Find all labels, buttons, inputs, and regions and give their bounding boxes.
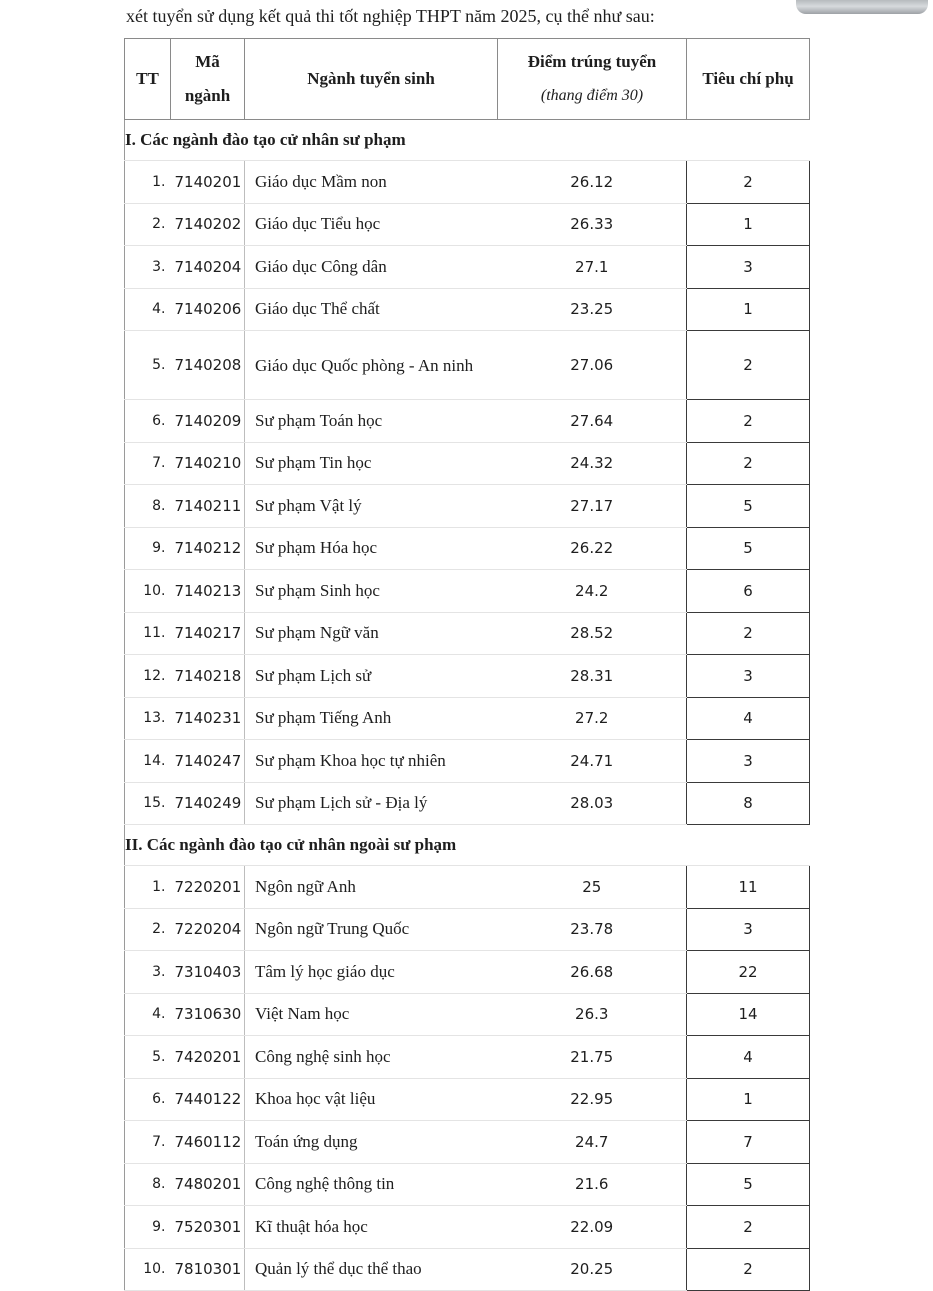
row-index: 1. [125,161,171,204]
header-score-line2: (thang điểm 30) [540,87,644,104]
major-code: 7480201 [171,1163,245,1206]
admission-score: 22.09 [498,1206,687,1249]
admission-score: 26.12 [498,161,687,204]
sub-criteria: 2 [687,1248,810,1291]
major-name: Giáo dục Thể chất [245,288,498,331]
table-row [125,782,810,825]
admission-score: 24.2 [498,570,687,613]
table-row [125,655,810,698]
major-code: 7220201 [171,866,245,909]
section-title-2: II. Các ngành đào tạo cử nhân ngoài sư phạm [125,825,810,866]
table-body [125,120,810,1291]
sub-criteria: 3 [687,740,810,783]
admission-score: 28.52 [498,612,687,655]
sub-criteria: 5 [687,527,810,570]
row-index: 11. [125,612,171,655]
major-name: Ngôn ngữ Anh [245,866,498,909]
major-code: 7520301 [171,1206,245,1249]
sub-criteria: 1 [687,288,810,331]
table-row [125,1078,810,1121]
table-row [125,612,810,655]
admission-score: 21.75 [498,1036,687,1079]
major-name: Sư phạm Sinh học [245,570,498,613]
table-row [125,246,810,289]
admission-score: 27.64 [498,400,687,443]
table-row [125,288,810,331]
major-code: 7140231 [171,697,245,740]
major-code: 7140213 [171,570,245,613]
row-index: 7. [125,442,171,485]
major-name: Tâm lý học giáo dục [245,951,498,994]
admission-score: 22.95 [498,1078,687,1121]
header-code-line2: ngành [184,86,231,105]
table-row [125,331,810,400]
admission-score: 24.71 [498,740,687,783]
row-index: 5. [125,1036,171,1079]
row-index: 13. [125,697,171,740]
major-code: 7140201 [171,161,245,204]
sub-criteria: 4 [687,697,810,740]
admission-score: 27.17 [498,485,687,528]
header-code [171,39,245,120]
header-score-line1: Điểm trúng tuyển [527,52,657,71]
major-name: Sư phạm Ngữ văn [245,612,498,655]
row-index: 10. [125,570,171,613]
major-code: 7140202 [171,203,245,246]
sub-criteria: 5 [687,485,810,528]
row-index: 3. [125,246,171,289]
major-name: Công nghệ thông tin [245,1163,498,1206]
major-code: 7140212 [171,527,245,570]
admission-score-table [124,38,810,1291]
major-name: Sư phạm Toán học [245,400,498,443]
major-name: Công nghệ sinh học [245,1036,498,1079]
row-index: 2. [125,908,171,951]
major-code: 7140218 [171,655,245,698]
table-row [125,1248,810,1291]
row-index: 8. [125,485,171,528]
table-row [125,697,810,740]
admission-score: 23.78 [498,908,687,951]
table-row [125,442,810,485]
admission-score: 24.32 [498,442,687,485]
row-index: 6. [125,400,171,443]
header-criteria: Tiêu chí phụ [687,39,810,120]
major-name: Sư phạm Hóa học [245,527,498,570]
major-name: Giáo dục Tiểu học [245,203,498,246]
major-name: Sư phạm Khoa học tự nhiên [245,740,498,783]
major-name: Sư phạm Vật lý [245,485,498,528]
sub-criteria: 14 [687,993,810,1036]
admission-score: 20.25 [498,1248,687,1291]
major-name: Sư phạm Lịch sử [245,655,498,698]
major-code: 7220204 [171,908,245,951]
table-row [125,951,810,994]
major-name: Toán ứng dụng [245,1121,498,1164]
table-header-row [125,39,810,120]
sub-criteria: 3 [687,655,810,698]
major-code: 7140249 [171,782,245,825]
major-name: Việt Nam học [245,993,498,1036]
major-code: 7140247 [171,740,245,783]
row-index: 9. [125,1206,171,1249]
sub-criteria: 2 [687,161,810,204]
major-code: 7310630 [171,993,245,1036]
row-index: 8. [125,1163,171,1206]
admission-score: 26.33 [498,203,687,246]
row-index: 7. [125,1121,171,1164]
major-code: 7420201 [171,1036,245,1079]
header-code-line1: Mã [195,52,220,71]
major-name: Sư phạm Lịch sử - Địa lý [245,782,498,825]
row-index: 4. [125,288,171,331]
admission-score: 26.3 [498,993,687,1036]
admission-score: 21.6 [498,1163,687,1206]
sub-criteria: 2 [687,1206,810,1249]
admission-score: 27.06 [498,331,687,400]
sub-criteria: 8 [687,782,810,825]
row-index: 10. [125,1248,171,1291]
table-row [125,908,810,951]
sub-criteria: 1 [687,1078,810,1121]
major-name: Giáo dục Công dân [245,246,498,289]
row-index: 3. [125,951,171,994]
row-index: 15. [125,782,171,825]
top-right-decoration [796,0,928,14]
row-index: 12. [125,655,171,698]
major-name: Giáo dục Quốc phòng - An ninh [245,331,498,400]
major-code: 7140208 [171,331,245,400]
row-index: 1. [125,866,171,909]
table-row [125,1036,810,1079]
major-code: 7140210 [171,442,245,485]
table-row [125,485,810,528]
table-row [125,161,810,204]
table-row [125,1163,810,1206]
sub-criteria: 2 [687,400,810,443]
sub-criteria: 11 [687,866,810,909]
section-row-2 [125,825,810,866]
major-code: 7460112 [171,1121,245,1164]
major-code: 7810301 [171,1248,245,1291]
table-row [125,866,810,909]
row-index: 9. [125,527,171,570]
sub-criteria: 5 [687,1163,810,1206]
major-name: Ngôn ngữ Trung Quốc [245,908,498,951]
admission-score: 27.2 [498,697,687,740]
major-name: Khoa học vật liệu [245,1078,498,1121]
major-code: 7310403 [171,951,245,994]
table-row [125,1121,810,1164]
major-name: Giáo dục Mầm non [245,161,498,204]
sub-criteria: 3 [687,246,810,289]
admission-score: 25 [498,866,687,909]
section-title-1: I. Các ngành đào tạo cử nhân sư phạm [125,120,810,161]
sub-criteria: 2 [687,442,810,485]
row-index: 2. [125,203,171,246]
admission-score: 26.22 [498,527,687,570]
sub-criteria: 7 [687,1121,810,1164]
section-row-1 [125,120,810,161]
table-row [125,1206,810,1249]
major-code: 7140217 [171,612,245,655]
row-index: 4. [125,993,171,1036]
row-index: 5. [125,331,171,400]
sub-criteria: 22 [687,951,810,994]
sub-criteria: 6 [687,570,810,613]
admission-score: 27.1 [498,246,687,289]
admission-score: 26.68 [498,951,687,994]
admission-score: 23.25 [498,288,687,331]
table-row [125,527,810,570]
major-name: Quản lý thể dục thể thao [245,1248,498,1291]
table-row [125,570,810,613]
sub-criteria: 3 [687,908,810,951]
major-code: 7140211 [171,485,245,528]
major-name: Sư phạm Tin học [245,442,498,485]
major-code: 7140209 [171,400,245,443]
major-name: Sư phạm Tiếng Anh [245,697,498,740]
sub-criteria: 4 [687,1036,810,1079]
table-row [125,203,810,246]
intro-text: xét tuyển sử dụng kết quả thi tốt nghiệp THPT năm 2025, cụ thể như sau: [126,6,655,26]
admission-score: 28.31 [498,655,687,698]
header-score [498,39,687,120]
major-code: 7440122 [171,1078,245,1121]
table-row [125,740,810,783]
major-name: Kĩ thuật hóa học [245,1206,498,1249]
table-row [125,993,810,1036]
sub-criteria: 2 [687,331,810,400]
major-code: 7140204 [171,246,245,289]
header-tt: TT [125,39,171,120]
row-index: 6. [125,1078,171,1121]
header-name: Ngành tuyển sinh [245,39,498,120]
sub-criteria: 1 [687,203,810,246]
sub-criteria: 2 [687,612,810,655]
row-index: 14. [125,740,171,783]
admission-score: 28.03 [498,782,687,825]
major-code: 7140206 [171,288,245,331]
table-row [125,400,810,443]
admission-score: 24.7 [498,1121,687,1164]
